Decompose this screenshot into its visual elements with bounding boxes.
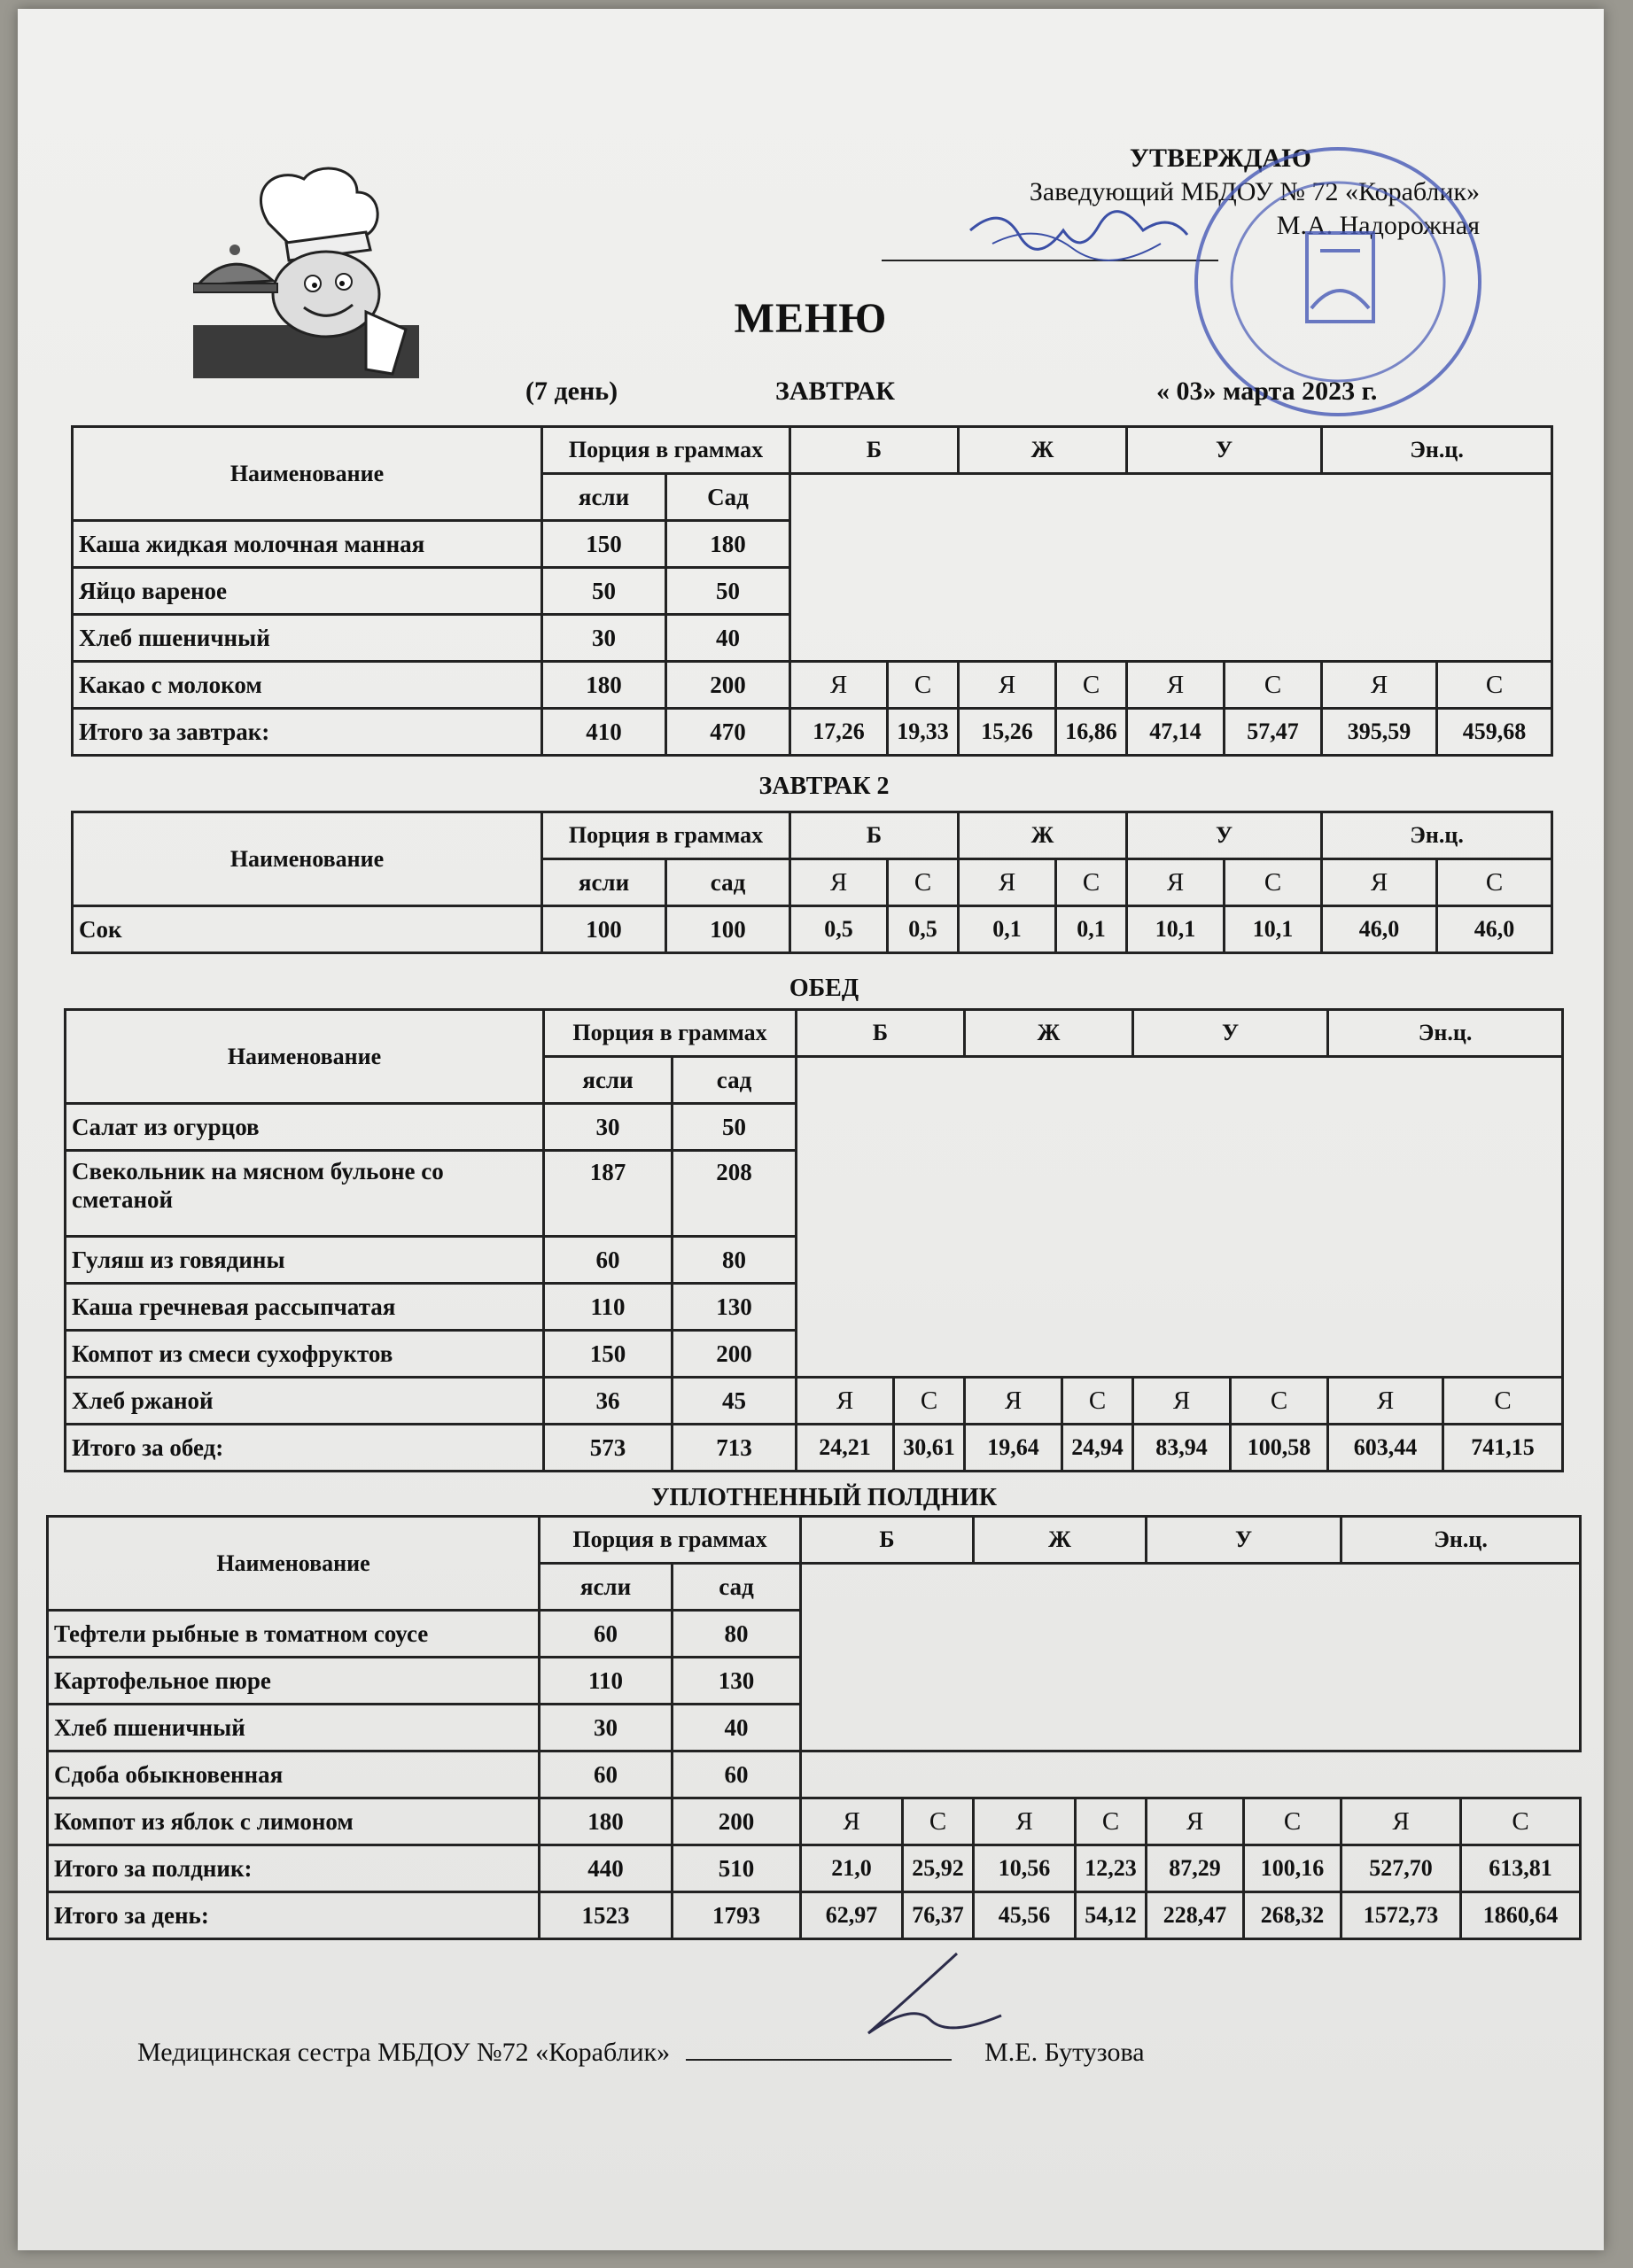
portion-yasli: 60: [540, 1751, 673, 1798]
col-s: С: [1437, 859, 1552, 906]
header-zh: Ж: [959, 427, 1127, 474]
day-total-value: 228,47: [1147, 1892, 1244, 1939]
nutrition-value: 10,1: [1127, 906, 1225, 953]
col-s: С: [888, 859, 959, 906]
total-value: 741,15: [1443, 1425, 1563, 1472]
total-yasli: 410: [542, 709, 666, 756]
col-ya: Я: [790, 662, 888, 709]
nutrition-value: 0,1: [1056, 906, 1127, 953]
page-title: МЕНЮ: [734, 295, 888, 342]
day-total-value: 62,97: [801, 1892, 903, 1939]
day-total-row: [48, 1892, 1581, 1939]
total-sad: 713: [673, 1425, 797, 1472]
portion-yasli: 180: [540, 1798, 673, 1845]
portion-yasli: 150: [544, 1331, 673, 1378]
header-yasli: ясли: [542, 474, 666, 521]
total-value: 603,44: [1328, 1425, 1443, 1472]
menu-date: « 03» марта 2023 г.: [1156, 377, 1378, 406]
lunch-title: ОБЕД: [789, 975, 859, 1002]
total-value: 10,56: [974, 1845, 1076, 1892]
total-value: 459,68: [1437, 709, 1552, 756]
col-s: С: [903, 1798, 974, 1845]
total-value: 25,92: [903, 1845, 974, 1892]
menu-sheet: [18, 9, 1604, 2250]
dish-name: Хлеб пшеничный: [73, 615, 542, 662]
header-sad: сад: [673, 1057, 797, 1104]
day-total-value: 45,56: [974, 1892, 1076, 1939]
header-yasli: ясли: [544, 1057, 673, 1104]
day-total-sad: 1793: [673, 1892, 801, 1939]
portion-yasli: 150: [542, 521, 666, 568]
header-u: У: [1133, 1010, 1328, 1057]
header-energy: Эн.ц.: [1341, 1517, 1581, 1564]
table-row: [66, 1378, 1563, 1425]
day-total-value: 1572,73: [1341, 1892, 1461, 1939]
total-row: [66, 1425, 1563, 1472]
portion-sad: 80: [673, 1237, 797, 1284]
col-s: С: [1225, 859, 1322, 906]
col-ya: Я: [1127, 662, 1225, 709]
total-value: 24,94: [1062, 1425, 1133, 1472]
day-total-label: Итого за день:: [48, 1892, 540, 1939]
portion-yasli: 110: [544, 1284, 673, 1331]
total-value: 100,58: [1231, 1425, 1328, 1472]
col-s: С: [1443, 1378, 1563, 1425]
dish-name: Свекольник на мясном бульоне со сметаной: [66, 1151, 544, 1237]
total-value: 83,94: [1133, 1425, 1231, 1472]
table-row: [48, 1751, 1581, 1798]
approval-position: Заведующий МБДОУ № 72 «Кораблик»: [1029, 177, 1480, 206]
portion-sad: 40: [666, 615, 790, 662]
breakfast-title: ЗАВТРАК: [775, 377, 896, 406]
nutrition-value: 0,1: [959, 906, 1056, 953]
dish-name: Какао с молоком: [73, 662, 542, 709]
total-label: Итого за завтрак:: [73, 709, 542, 756]
table-row: [73, 662, 1552, 709]
portion-sad: 45: [673, 1378, 797, 1425]
header-energy: Эн.ц.: [1322, 812, 1552, 859]
portion-sad: 80: [673, 1611, 801, 1658]
col-ya: Я: [1322, 859, 1437, 906]
nutrition-value: 10,1: [1225, 906, 1322, 953]
col-s: С: [894, 1378, 965, 1425]
total-value: 527,70: [1341, 1845, 1461, 1892]
dish-name: Салат из огурцов: [66, 1104, 544, 1151]
header-zh: Ж: [974, 1517, 1147, 1564]
col-s: С: [1062, 1378, 1133, 1425]
empty-block: [790, 474, 1552, 662]
day-total-yasli: 1523: [540, 1892, 673, 1939]
portion-yasli: 187: [544, 1151, 673, 1237]
breakfast-table: [71, 425, 1553, 757]
col-s: С: [1076, 1798, 1147, 1845]
header-portion: Порция в граммах: [542, 427, 790, 474]
table-row: [73, 906, 1552, 953]
portion-sad: 200: [666, 662, 790, 709]
snack-title: УПЛОТНЕННЫЙ ПОЛДНИК: [650, 1484, 998, 1511]
director-signature: [966, 195, 1196, 275]
header-b: Б: [797, 1010, 965, 1057]
portion-sad: 180: [666, 521, 790, 568]
total-value: 12,23: [1076, 1845, 1147, 1892]
breakfast2-title: ЗАВТРАК 2: [758, 773, 890, 800]
total-value: 19,64: [965, 1425, 1062, 1472]
header-portion: Порция в граммах: [540, 1517, 801, 1564]
total-value: 87,29: [1147, 1845, 1244, 1892]
portion-yasli: 60: [544, 1237, 673, 1284]
empty-block: [797, 1057, 1563, 1378]
total-value: 47,14: [1127, 709, 1225, 756]
total-value: 24,21: [797, 1425, 894, 1472]
approval-name: М.А. Надорожная: [1276, 211, 1480, 240]
portion-sad: 50: [666, 568, 790, 615]
col-ya: Я: [1147, 1798, 1244, 1845]
col-ya: Я: [797, 1378, 894, 1425]
chef-illustration: [193, 161, 432, 378]
header-name: Наименование: [73, 427, 542, 521]
day-total-value: 76,37: [903, 1892, 974, 1939]
header-sad: Сад: [666, 474, 790, 521]
dish-name: Гуляш из говядины: [66, 1237, 544, 1284]
portion-yasli: 30: [540, 1705, 673, 1751]
dish-name: Сдоба обыкновенная: [48, 1751, 540, 1798]
header-sad: сад: [673, 1564, 801, 1611]
portion-yasli: 30: [542, 615, 666, 662]
dish-name: Картофельное пюре: [48, 1658, 540, 1705]
header-name: Наименование: [73, 812, 542, 906]
portion-sad: 50: [673, 1104, 797, 1151]
total-value: 613,81: [1461, 1845, 1581, 1892]
total-value: 21,0: [801, 1845, 903, 1892]
empty-block: [801, 1564, 1581, 1751]
total-value: 16,86: [1056, 709, 1127, 756]
snack-table: [46, 1515, 1582, 1940]
header-u: У: [1147, 1517, 1341, 1564]
header-portion: Порция в граммах: [542, 812, 790, 859]
dish-name: Сок: [73, 906, 542, 953]
nutrition-value: 0,5: [790, 906, 888, 953]
dish-name: Каша гречневая рассыпчатая: [66, 1284, 544, 1331]
dish-name: Яйцо вареное: [73, 568, 542, 615]
day-total-value: 54,12: [1076, 1892, 1147, 1939]
nurse-signature: [851, 1949, 1010, 2047]
header-b: Б: [801, 1517, 974, 1564]
total-label: Итого за обед:: [66, 1425, 544, 1472]
portion-yasli: 180: [542, 662, 666, 709]
portion-yasli: 36: [544, 1378, 673, 1425]
col-ya: Я: [1127, 859, 1225, 906]
breakfast2-table: [71, 811, 1553, 954]
total-value: 395,59: [1322, 709, 1437, 756]
total-yasli: 440: [540, 1845, 673, 1892]
header-sad: сад: [666, 859, 790, 906]
portion-sad: 200: [673, 1331, 797, 1378]
footer-position: Медицинская сестра МБДОУ №72 «Кораблик»: [137, 2038, 671, 2067]
dish-name: Тефтели рыбные в томатном соусе: [48, 1611, 540, 1658]
total-row: [48, 1845, 1581, 1892]
portion-sad: 200: [673, 1798, 801, 1845]
total-value: 100,16: [1244, 1845, 1341, 1892]
dish-name: Компот из яблок с лимоном: [48, 1798, 540, 1845]
col-ya: Я: [801, 1798, 903, 1845]
col-s: С: [1437, 662, 1552, 709]
col-s: С: [888, 662, 959, 709]
col-ya: Я: [1341, 1798, 1461, 1845]
col-s: С: [1056, 662, 1127, 709]
portion-yasli: 60: [540, 1611, 673, 1658]
header-b: Б: [790, 427, 959, 474]
header-name: Наименование: [48, 1517, 540, 1611]
total-row: [73, 709, 1552, 756]
header-zh: Ж: [959, 812, 1127, 859]
portion-yasli: 100: [542, 906, 666, 953]
col-ya: Я: [959, 859, 1056, 906]
portion-sad: 60: [673, 1751, 801, 1798]
day-total-value: 1860,64: [1461, 1892, 1581, 1939]
portion-yasli: 30: [544, 1104, 673, 1151]
nutrition-value: 46,0: [1437, 906, 1552, 953]
portion-yasli: 50: [542, 568, 666, 615]
total-label: Итого за полдник:: [48, 1845, 540, 1892]
total-sad: 510: [673, 1845, 801, 1892]
header-yasli: ясли: [540, 1564, 673, 1611]
portion-sad: 40: [673, 1705, 801, 1751]
day-label: (7 день): [525, 377, 618, 406]
dish-name: Каша жидкая молочная манная: [73, 521, 542, 568]
dish-name: Хлеб пшеничный: [48, 1705, 540, 1751]
col-ya: Я: [959, 662, 1056, 709]
col-ya: Я: [1133, 1378, 1231, 1425]
total-value: 19,33: [888, 709, 959, 756]
col-ya: Я: [1322, 662, 1437, 709]
header-yasli: ясли: [542, 859, 666, 906]
header-name: Наименование: [66, 1010, 544, 1104]
header-u: У: [1127, 812, 1322, 859]
total-value: 17,26: [790, 709, 888, 756]
table-row: [48, 1798, 1581, 1845]
dish-name: Компот из смеси сухофруктов: [66, 1331, 544, 1378]
col-s: С: [1225, 662, 1322, 709]
col-s: С: [1056, 859, 1127, 906]
portion-sad: 100: [666, 906, 790, 953]
header-u: У: [1127, 427, 1322, 474]
col-ya: Я: [790, 859, 888, 906]
portion-sad: 130: [673, 1284, 797, 1331]
approval-title: УТВЕРЖДАЮ: [1129, 144, 1311, 173]
col-s: С: [1461, 1798, 1581, 1845]
footer-name: М.Е. Бутузова: [984, 2038, 1145, 2067]
col-s: С: [1231, 1378, 1328, 1425]
col-ya: Я: [1328, 1378, 1443, 1425]
col-s: С: [1244, 1798, 1341, 1845]
col-ya: Я: [965, 1378, 1062, 1425]
header-energy: Эн.ц.: [1328, 1010, 1563, 1057]
footer-signature-line: [686, 2059, 952, 2061]
col-ya: Я: [974, 1798, 1076, 1845]
portion-yasli: 110: [540, 1658, 673, 1705]
nutrition-value: 0,5: [888, 906, 959, 953]
total-yasli: 573: [544, 1425, 673, 1472]
total-value: 15,26: [959, 709, 1056, 756]
nutrition-value: 46,0: [1322, 906, 1437, 953]
day-total-value: 268,32: [1244, 1892, 1341, 1939]
portion-sad: 208: [673, 1151, 797, 1237]
total-value: 57,47: [1225, 709, 1322, 756]
lunch-table: [64, 1008, 1564, 1472]
header-portion: Порция в граммах: [544, 1010, 797, 1057]
portion-sad: 130: [673, 1658, 801, 1705]
total-value: 30,61: [894, 1425, 965, 1472]
header-b: Б: [790, 812, 959, 859]
header-energy: Эн.ц.: [1322, 427, 1552, 474]
footer: [137, 2038, 1145, 2068]
dish-name: Хлеб ржаной: [66, 1378, 544, 1425]
total-sad: 470: [666, 709, 790, 756]
header-zh: Ж: [965, 1010, 1133, 1057]
